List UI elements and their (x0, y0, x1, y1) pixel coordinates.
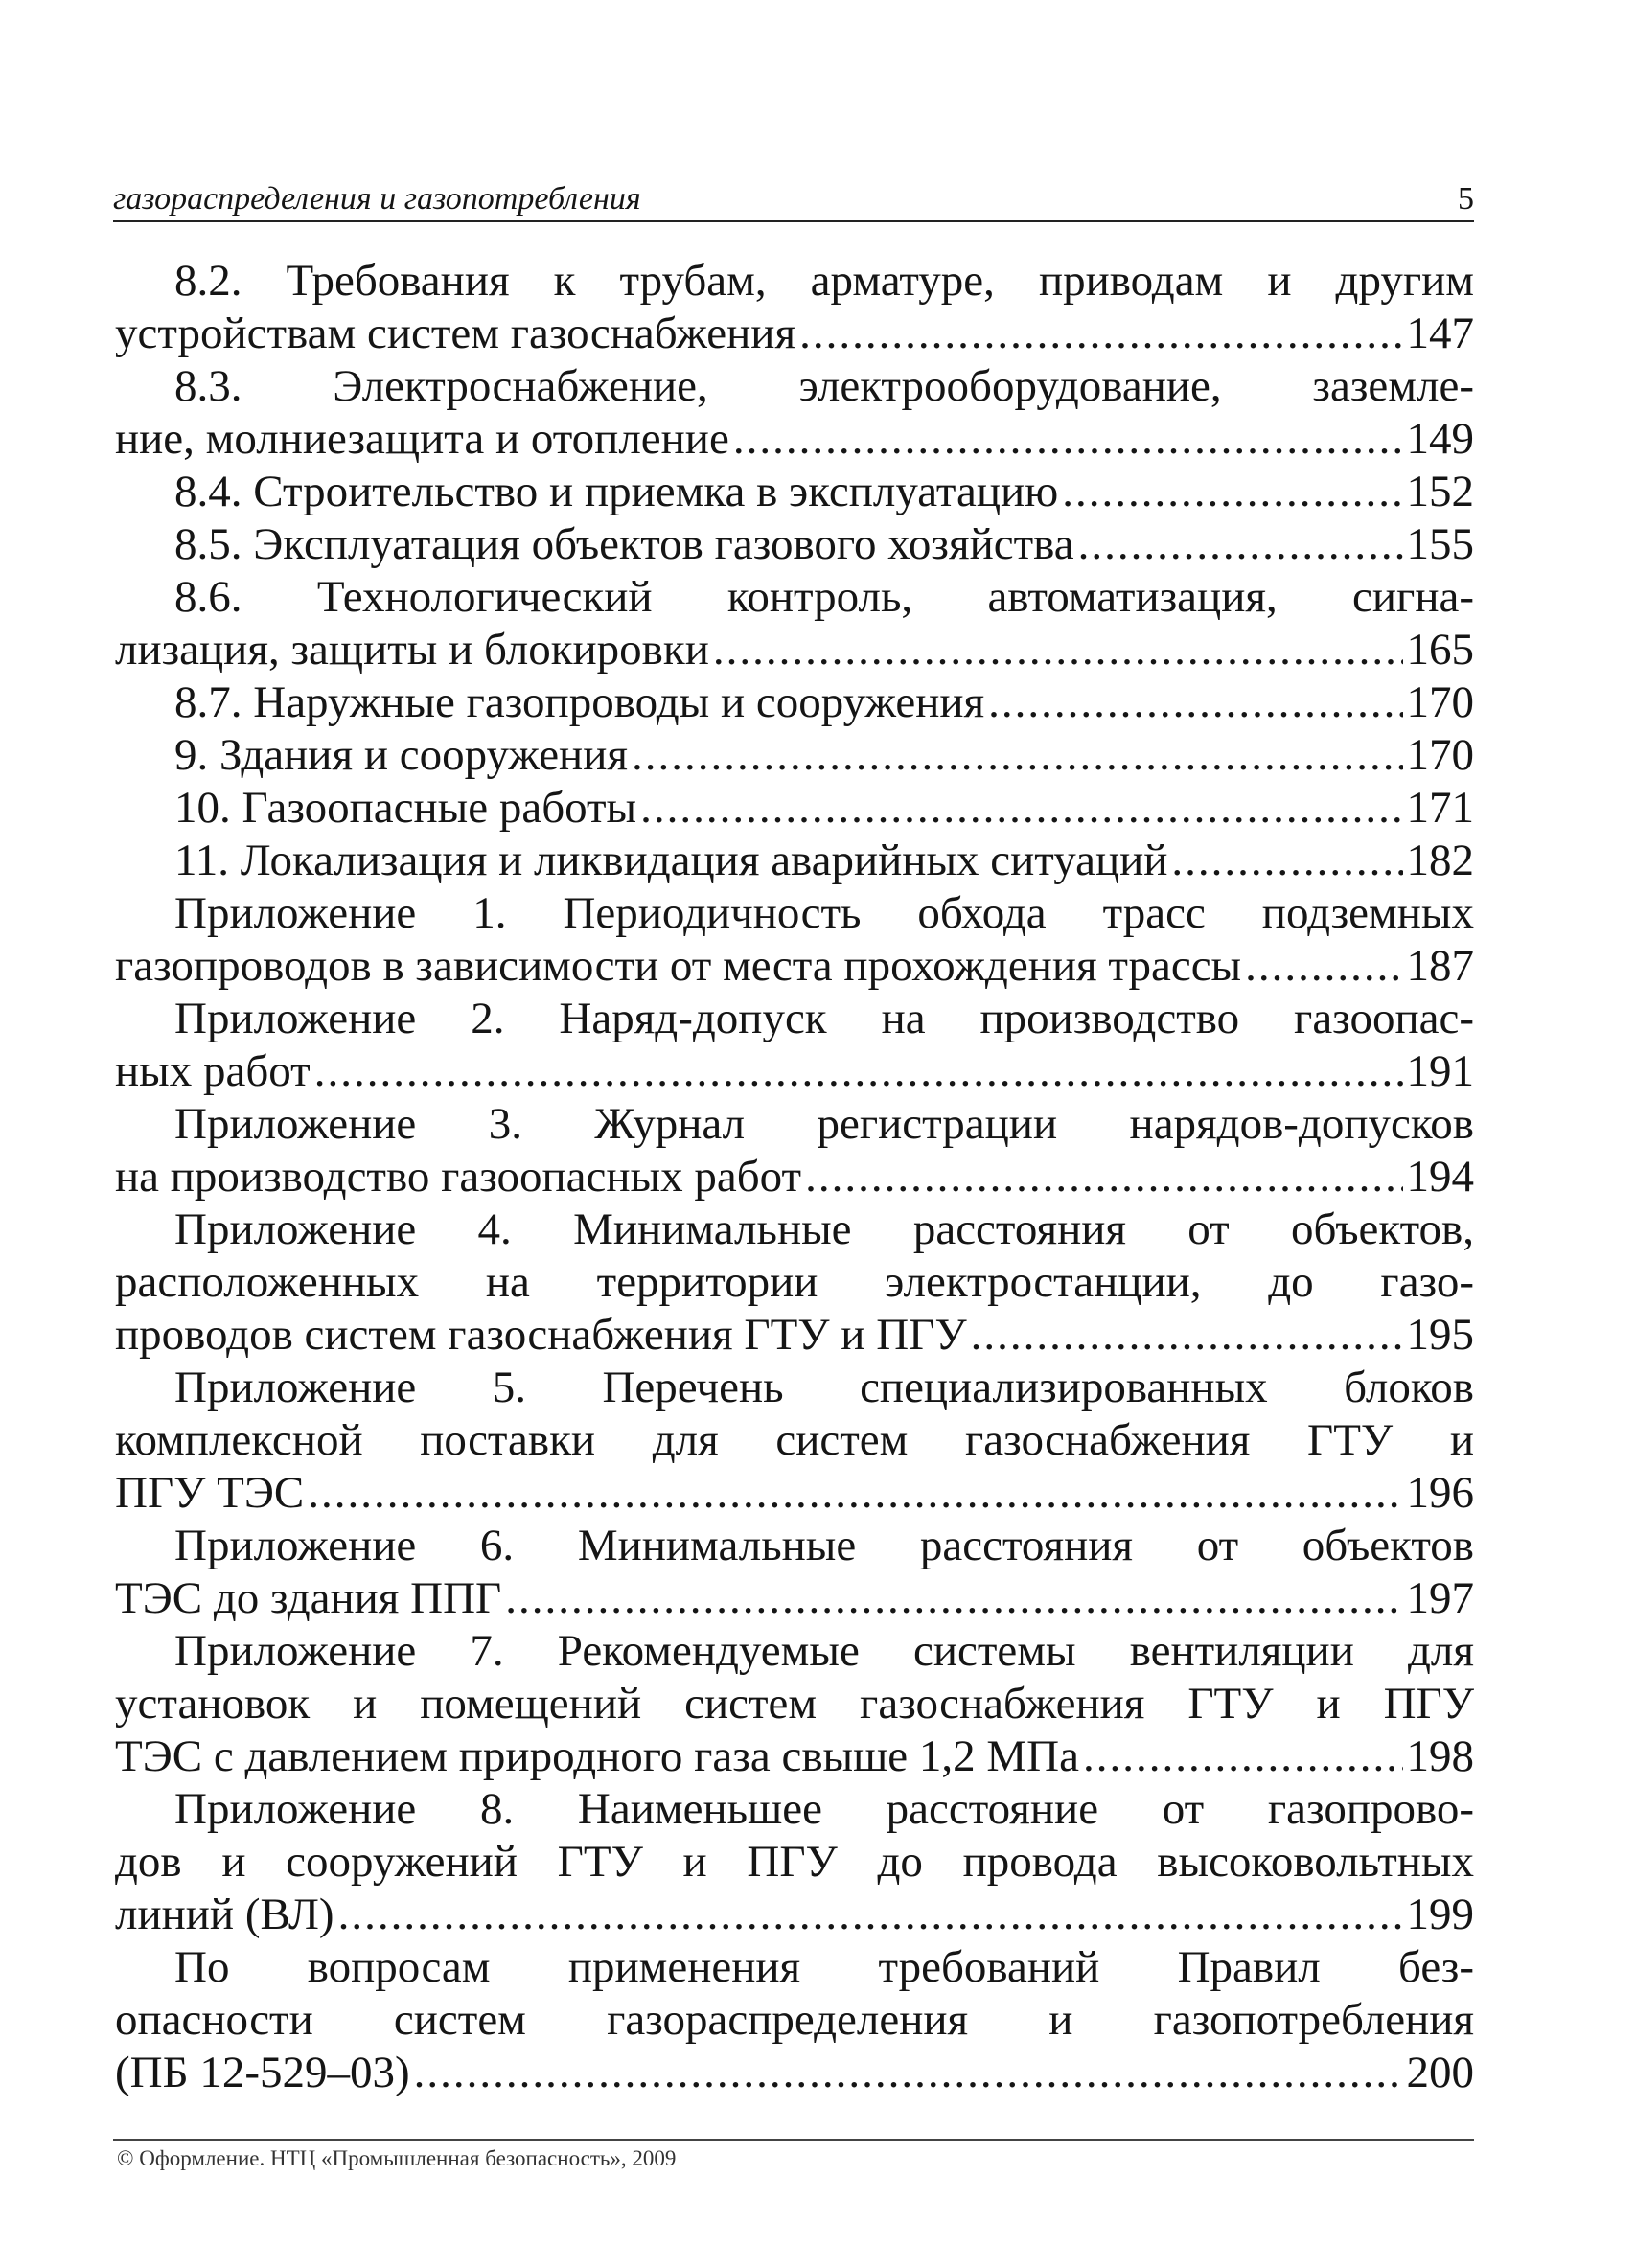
dot-leader (1062, 466, 1402, 518)
toc-entry-line: 8.6. Технологический контроль, автоматизация, сигна- (174, 572, 1474, 622)
toc-entry-line: Приложение 1. Периодичность обхода трасс подземных (174, 888, 1474, 938)
dot-leader (733, 413, 1403, 466)
toc-entry-last-line (115, 1045, 1474, 1098)
dot-leader (1245, 940, 1402, 993)
toc-entry-line: Приложение 3. Журнал регистрации нарядов-допусков (174, 1099, 1474, 1149)
toc-entry (115, 255, 1474, 360)
toc-entry-page: 194 (1406, 1152, 1474, 1202)
toc-entry-title: 8.4. Строительство и приемка в эксплуатацию (174, 467, 1059, 516)
toc-entry-last-line (115, 1151, 1474, 1203)
toc-entry-page: 171 (1406, 783, 1474, 833)
toc-entry (115, 518, 1474, 571)
toc-entry (115, 1625, 1474, 1783)
toc-entry-last-line (115, 1889, 1474, 1941)
toc-entry-title: (ПБ 12-529–03) (115, 2048, 410, 2097)
toc-entry-title: ТЭС с давлением природного газа свыше 1,2 МПа (115, 1731, 1079, 1781)
toc-entry (115, 1520, 1474, 1625)
running-header (113, 180, 1474, 222)
toc-entry-line: Приложение 2. Наряд-допуск на производство газоопас- (174, 994, 1474, 1043)
toc-entry-line: 8.3. Электроснабжение, электрооборудование, заземле- (174, 361, 1474, 411)
toc-entry-last-line (115, 1309, 1474, 1362)
toc-entry-title: линий (ВЛ) (115, 1890, 334, 1939)
toc-entry-title: проводов систем газоснабжения ГТУ и ПГУ (115, 1310, 967, 1360)
toc-entry (115, 571, 1474, 676)
dot-leader (799, 308, 1402, 360)
dot-leader (1171, 835, 1402, 887)
footer-copyright: © Оформление. НТЦ «Промышленная безопасность», 2009 (117, 2146, 677, 2170)
dot-leader (713, 624, 1403, 676)
running-title: газораспределения и газопотребления (113, 181, 641, 217)
toc-entry-title: 10. Газоопасные работы (174, 783, 637, 833)
toc-entry-page: 200 (1406, 2048, 1474, 2097)
toc-entry-last-line (115, 1467, 1474, 1520)
toc-entry-title: лизация, защиты и блокировки (115, 625, 709, 675)
toc-entry-line: Приложение 5. Перечень специализированных блоков (174, 1363, 1474, 1412)
toc-entry-line: комплексной поставки для систем газоснабжения ГТУ и (115, 1415, 1474, 1465)
toc-entry-page: 152 (1406, 467, 1474, 516)
page-number: 5 (1458, 181, 1474, 217)
toc-entry-last-line (115, 676, 1474, 729)
toc-entry-title: 8.5. Эксплуатация объектов газового хозяйства (174, 519, 1074, 569)
dot-leader (971, 1309, 1403, 1362)
toc-entry-page: 147 (1406, 309, 1474, 358)
dot-leader (505, 1572, 1402, 1625)
toc-entry-last-line (115, 413, 1474, 466)
toc-entry-page: 198 (1406, 1731, 1474, 1781)
toc-entry (115, 1783, 1474, 1941)
dot-leader (314, 1045, 1403, 1098)
toc-entry-title: ПГУ ТЭС (115, 1468, 305, 1518)
toc-entry (115, 782, 1474, 835)
toc-entry-title: 9. Здания и сооружения (174, 730, 628, 780)
toc-entry-last-line (115, 308, 1474, 360)
toc-entry-last-line (115, 940, 1474, 993)
toc-entry-page: 195 (1406, 1310, 1474, 1360)
toc-entry-line: Приложение 7. Рекомендуемые системы вентиляции для (174, 1626, 1474, 1676)
toc-entry (115, 993, 1474, 1098)
dot-leader (1083, 1730, 1403, 1783)
toc-entry (115, 676, 1474, 729)
dot-leader (632, 729, 1403, 782)
toc-entry-line: Приложение 8. Наименьшее расстояние от газопрово- (174, 1784, 1474, 1834)
dot-leader (640, 782, 1402, 835)
dot-leader (988, 676, 1402, 729)
dot-leader (414, 2047, 1403, 2099)
toc-entry-title: газопроводов в зависимости от места прохождения трассы (115, 941, 1242, 991)
toc-entry-title: ных работ (115, 1046, 311, 1096)
dot-leader (1078, 518, 1403, 571)
toc-entry-title: 11. Локализация и ликвидация аварийных ситуаций (174, 836, 1168, 885)
toc-entry (115, 729, 1474, 782)
toc-entry-line: Приложение 4. Минимальные расстояния от объектов, (174, 1204, 1474, 1254)
toc-entry-page: 199 (1406, 1890, 1474, 1939)
toc-entry-title: ние, молниезащита и отопление (115, 414, 729, 464)
toc-entry-last-line (115, 624, 1474, 676)
toc-entry-page: 170 (1406, 677, 1474, 727)
table-of-contents (115, 255, 1474, 2099)
toc-entry-line: По вопросам применения требований Правил без- (174, 1942, 1474, 1992)
toc-entry (115, 1203, 1474, 1362)
toc-entry-line: опасности систем газораспределения и газопотребления (115, 1995, 1474, 2045)
toc-entry-line: расположенных на территории электростанции, до газо- (115, 1257, 1474, 1307)
toc-entry-last-line (115, 835, 1474, 887)
toc-entry (115, 887, 1474, 993)
toc-entry-last-line (115, 782, 1474, 835)
toc-entry (115, 1098, 1474, 1203)
toc-entry-last-line (115, 2047, 1474, 2099)
toc-entry-page: 187 (1406, 941, 1474, 991)
toc-entry-page: 155 (1406, 519, 1474, 569)
toc-entry (115, 1941, 1474, 2099)
toc-entry-line: 8.2. Требования к трубам, арматуре, приводам и другим (174, 256, 1474, 306)
footer-divider (113, 2139, 1474, 2141)
dot-leader (308, 1467, 1402, 1520)
toc-entry-page: 149 (1406, 414, 1474, 464)
toc-entry-line: установок и помещений систем газоснабжения ГТУ и ПГУ (115, 1679, 1474, 1729)
toc-entry-page: 191 (1406, 1046, 1474, 1096)
toc-entry (115, 1362, 1474, 1520)
toc-entry-title: устройствам систем газоснабжения (115, 309, 796, 358)
dot-leader (805, 1151, 1402, 1203)
toc-entry-title: 8.7. Наружные газопроводы и сооружения (174, 677, 985, 727)
toc-entry-line: дов и сооружений ГТУ и ПГУ до провода высоковольтных (115, 1837, 1474, 1887)
toc-entry-page: 165 (1406, 625, 1474, 675)
toc-entry (115, 360, 1474, 466)
toc-entry-last-line (115, 466, 1474, 518)
toc-entry-title: ТЭС до здания ППГ (115, 1573, 502, 1623)
toc-entry-page: 197 (1406, 1573, 1474, 1623)
toc-entry (115, 835, 1474, 887)
toc-entry-page: 182 (1406, 836, 1474, 885)
toc-entry-last-line (115, 729, 1474, 782)
toc-entry-last-line (115, 1730, 1474, 1783)
dot-leader (338, 1889, 1403, 1941)
toc-entry (115, 466, 1474, 518)
toc-entry-last-line (115, 518, 1474, 571)
toc-entry-title: на производство газоопасных работ (115, 1152, 802, 1202)
toc-entry-line: Приложение 6. Минимальные расстояния от объектов (174, 1521, 1474, 1570)
toc-entry-page: 170 (1406, 730, 1474, 780)
toc-entry-page: 196 (1406, 1468, 1474, 1518)
toc-entry-last-line (115, 1572, 1474, 1625)
